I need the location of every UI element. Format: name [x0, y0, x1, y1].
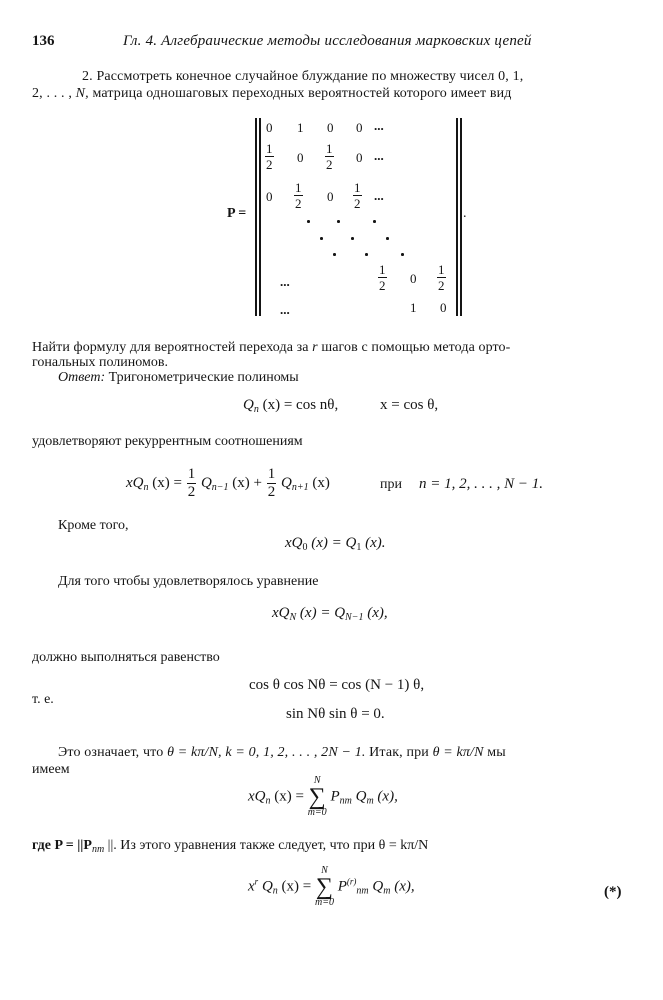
matrix-right-bar-2 [460, 118, 462, 316]
task-line-2: гональных полиномов. [32, 355, 168, 370]
problem-line-1: 2. Рассмотреть конечное случайное блуждание по множеству чисел 0, 1, [82, 69, 524, 84]
problem-line-2-start: 2, . . . , [32, 86, 72, 101]
equation-recurrence: $xQ_n$ (x) = $\frac{1}{2}$ $Q_{n-1}$ (x) + $\frac{1}{2}$ $Q_{n+1}$ (x) [126, 466, 330, 500]
equation-qn-cos: $Q_n$ (x) = cos nθ, [243, 397, 339, 415]
fraction-half: $\frac{1}{2}$ [187, 466, 196, 500]
diag-dot [337, 220, 340, 223]
problem-line-2-rest: матрица одношаговых переходных вероятностей которого имеет вид [92, 86, 512, 101]
matrix-cell: 0 [440, 300, 447, 315]
diag-dot [333, 253, 336, 256]
matrix-cell: 1 [410, 300, 417, 315]
matrix-cell: 0 [356, 150, 363, 165]
matrix-right-bar-1 [456, 118, 458, 316]
matrix-cell: 0 [297, 150, 304, 165]
matrix-cell: 0 [410, 271, 417, 286]
matrix-cell: 0 [266, 189, 273, 204]
final-line: где $P = ||P_{nm}$ ||. Из этого уравнения также следует, что при θ = kπ/N [32, 838, 429, 855]
recurrence-intro: удовлетворяют рекуррентным соотношениям [32, 434, 303, 449]
diag-dot [307, 220, 310, 223]
matrix-cell-half: $\frac{1}{2}$ [354, 180, 361, 211]
equation-cos-product: cos θ cos Nθ = cos (N − 1) θ, [249, 677, 425, 693]
recurrence-range: n = 1, 2, . . . , N − 1. [419, 476, 543, 492]
equality-intro: должно выполняться равенство [32, 650, 220, 665]
task-line-1 [32, 340, 510, 356]
matrix-cell-half: $\frac{1}{2}$ [295, 180, 302, 211]
meaning-line-1: Это означает, что θ = kπ/N, k = 0, 1, 2, . . . , 2N − 1. Итак, при θ = kπ/N мы [58, 745, 506, 760]
matrix-cell: ... [374, 188, 384, 203]
matrix-cell-half: $\frac{1}{2}$ [438, 262, 445, 293]
equation-x-cos: x = cos θ, [380, 397, 439, 413]
matrix-cell: 1 [297, 120, 304, 135]
diag-dot [320, 237, 323, 240]
page-number: 136 [32, 33, 55, 49]
recurrence-condition: при [380, 477, 402, 492]
running-title: Гл. 4. Алгебраические методы исследования марковских цепей [123, 33, 532, 49]
condition-intro: Для того чтобы удовлетворялось уравнение [58, 574, 319, 589]
equation-xr-sum: $x^r$ $Q_n$ (x) = N ∑ m=0 $P^{(r)}_{nm}$ $Q_m$ (x), [248, 865, 415, 908]
matrix-cell: 0 [356, 120, 363, 135]
summation-sign: N ∑ m=0 [307, 775, 327, 818]
matrix-end-period: . [463, 206, 467, 221]
matrix-left-bar-2 [259, 118, 261, 316]
ie-text: т. е. [32, 692, 54, 707]
diag-dot [373, 220, 376, 223]
equation-qN: $xQ_N$ $(x) = Q_{N-1}$ (x), [272, 605, 388, 623]
meaning-line-2: имеем [32, 762, 70, 777]
equation-xqn-sum: $xQ_n$ (x) = N ∑ m=0 $P_{nm}$ $Q_m$ (x), [248, 775, 398, 818]
task-text-b: шагов с помощью метода орто- [321, 340, 511, 355]
diag-dot [365, 253, 368, 256]
diag-dot [386, 237, 389, 240]
matrix-label: P = [227, 206, 247, 221]
equation-sin-product: sin Nθ sin θ = 0. [286, 706, 385, 722]
matrix-cell-half: $\frac{1}{2}$ [379, 262, 386, 293]
answer-text: Тригонометрические полиномы [108, 370, 299, 385]
equation-q0-q1: $xQ_0$ $(x) = Q_1$ (x). [285, 535, 386, 553]
problem-line-2-N: N, [75, 86, 89, 101]
matrix-cell: ... [280, 274, 290, 289]
diag-dot [351, 237, 354, 240]
diag-dot [401, 253, 404, 256]
matrix-cell: ... [374, 148, 384, 163]
besides-intro: Кроме того, [58, 518, 129, 533]
matrix-cell: 0 [327, 120, 334, 135]
answer-line [58, 370, 299, 386]
matrix-cell: 0 [266, 120, 273, 135]
matrix-left-bar-1 [255, 118, 257, 316]
task-r: r [312, 340, 318, 355]
matrix-cell: ... [280, 302, 290, 317]
task-text-a: Найти формулу для вероятностей перехода за [32, 340, 309, 355]
fraction-half: $\frac{1}{2}$ [267, 466, 276, 500]
summation-sign: N ∑ m=0 [314, 865, 334, 908]
equation-label-star: (*) [604, 884, 622, 900]
matrix-cell-half: $\frac{1}{2}$ [326, 141, 333, 172]
matrix-cell-half: $\frac{1}{2}$ [266, 141, 273, 172]
answer-label: Ответ: [58, 370, 106, 385]
problem-line-2 [32, 86, 512, 102]
matrix-cell: ... [374, 118, 384, 133]
matrix-cell: 0 [327, 189, 334, 204]
